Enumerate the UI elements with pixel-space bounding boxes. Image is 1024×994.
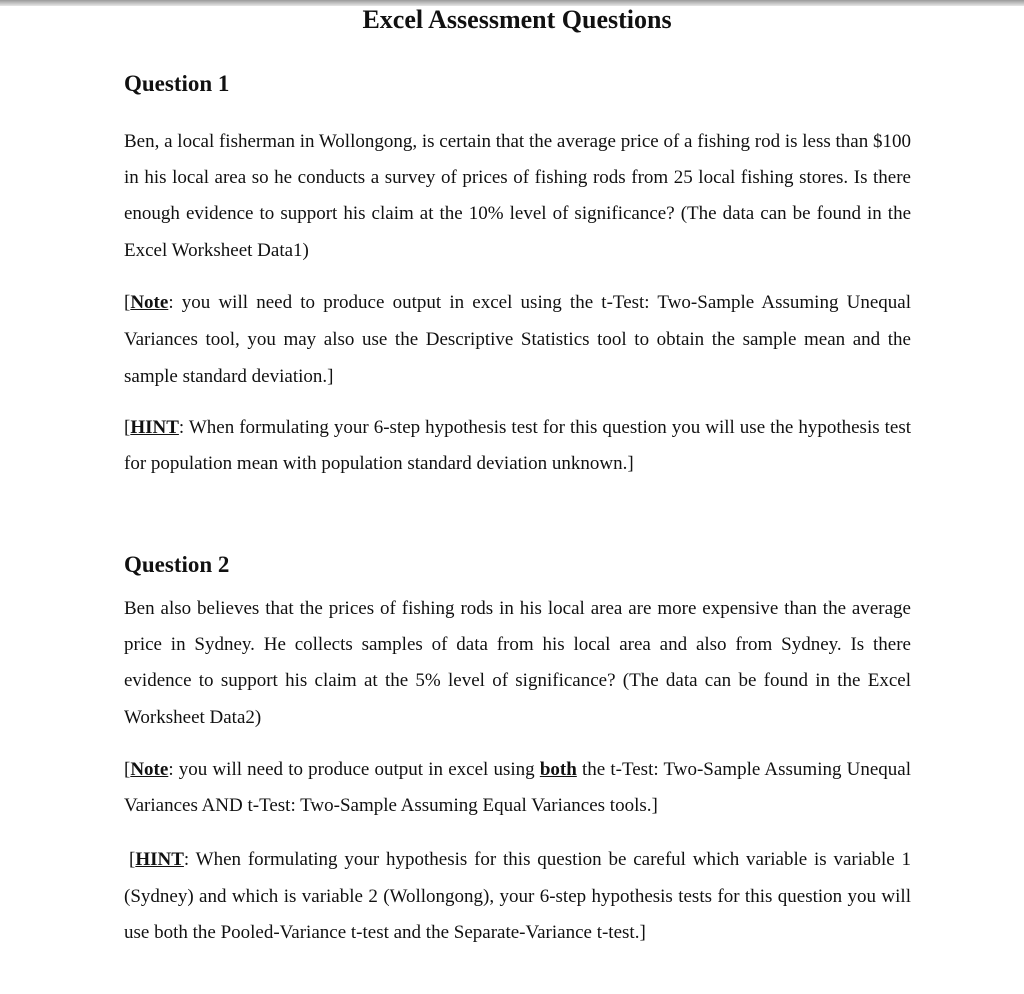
question-1-note	[124, 284, 911, 395]
question-1-heading: Question 1	[124, 71, 230, 96]
note-open-bracket: [	[124, 292, 131, 313]
note-label: Note	[130, 292, 169, 313]
question-2-heading: Question 2	[124, 552, 230, 577]
question-2-note	[124, 752, 911, 824]
hint-label: HINT	[135, 849, 184, 870]
question-2-body: Ben also believes that the prices of fishing rods in his local area are more expensive than the average price in Sydney. He collects samples of data from his local area and also from Sydney. Is there evidence to support his claim at the 5% level of significance? (The data can be found in the Excel Worksheet Data2)	[124, 598, 911, 728]
note-emphasis-both: both	[539, 759, 577, 780]
question-1-hint	[124, 410, 911, 482]
hint-text: : When formulating your hypothesis for this question be careful which variable is variable 1 (Sydney) and which is variable 2 (Wollongong), your 6-step hypothesis tests for this question you will use both the Pooled-Variance t-test and the Separate-Variance t-test.]	[124, 849, 911, 943]
hint-open-bracket: [	[129, 849, 136, 870]
hint-label: HINT	[130, 417, 179, 438]
note-text-before: : you will need to produce output in excel using	[168, 759, 540, 780]
question-1-body: Ben, a local fisherman in Wollongong, is certain that the average price of a fishing rod is less than $100 in his local area so he conducts a survey of prices of fishing rods from 25 local fishing stores. Is there enough evidence to support his claim at the 10% level of significance? (The data can be found in the Excel Worksheet Data1)	[124, 131, 911, 261]
document-title: Excel Assessment Questions	[362, 5, 672, 34]
note-text: : you will need to produce output in excel using the t-Test: Two-Sample Assuming Unequal Variances tool, you may also use the Descriptive Statistics tool to obtain the sample mean and the sample standard deviation.]	[124, 292, 911, 387]
hint-text: : When formulating your 6-step hypothesis test for this question you will use the hypothesis test for population mean with population standard deviation unknown.]	[124, 417, 911, 475]
note-open-bracket: [	[124, 759, 131, 780]
note-text-after: the t-Test: Two-Sample Assuming Unequal Variances AND t-Test: Two-Sample Assuming Equal Variances tools.]	[124, 759, 912, 816]
question-2-hint	[124, 842, 911, 952]
note-label: Note	[130, 759, 169, 780]
hint-open-bracket: [	[124, 417, 131, 438]
